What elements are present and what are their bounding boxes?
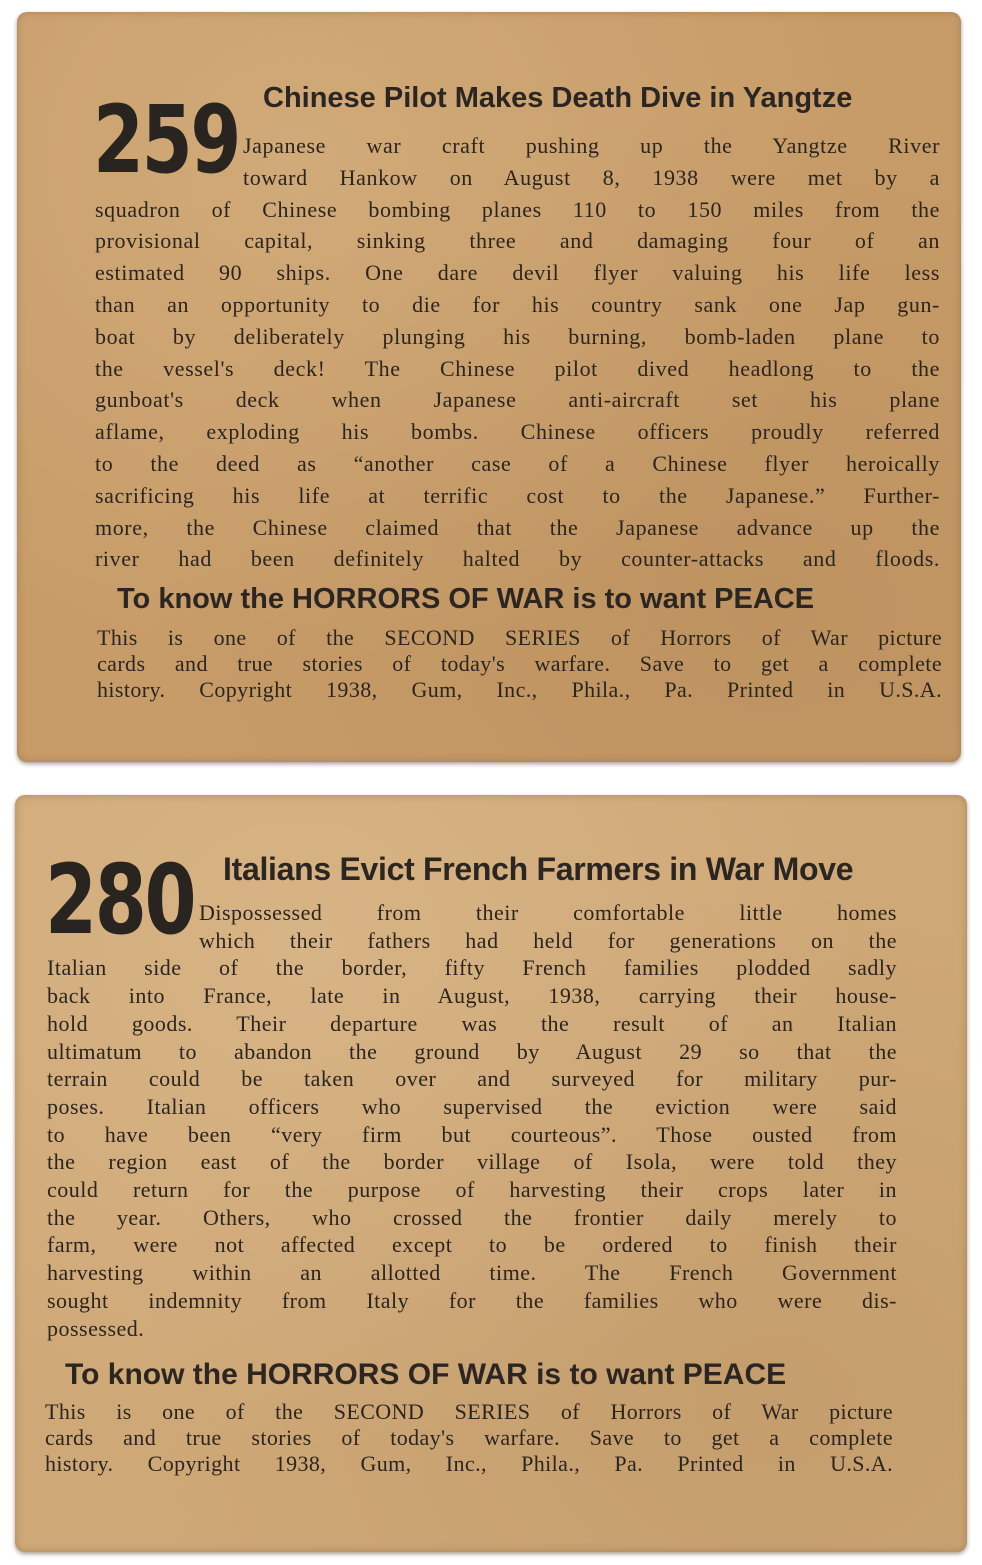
- story-line: than an opportunity to die for his country sank one Jap gun-: [95, 291, 940, 317]
- card-title: Chinese Pilot Makes Death Dive in Yangtze: [263, 82, 853, 114]
- story-line: which their fathers had held for generations on the: [199, 927, 897, 953]
- story-line: to the deed as “another case of a Chinese flyer heroically: [95, 450, 940, 476]
- footer-line: cards and true stories of today's warfare. Save to get a complete: [45, 1425, 893, 1450]
- story-line: farm, were not affected except to be ordered to finish their: [47, 1232, 897, 1258]
- story-line: toward Hankow on August 8, 1938 were met by a: [243, 164, 940, 190]
- story-line: Dispossessed from their comfortable little homes: [199, 900, 897, 925]
- story-line: the year. Others, who crossed the frontier daily merely to: [47, 1204, 897, 1230]
- story-line: the region east of the border village of Isola, were told they: [47, 1149, 897, 1175]
- trading-card-280: [15, 795, 967, 1552]
- story-line: to have been “very firm but courteous”. Those ousted from: [47, 1121, 897, 1147]
- card-story: [95, 130, 940, 575]
- story-line: more, the Chinese claimed that the Japanese advance up the: [95, 514, 940, 540]
- story-line: Japanese war craft pushing up the Yangtze River: [243, 133, 940, 158]
- footer-line: cards and true stories of today's warfare. Save to get a complete: [97, 651, 942, 676]
- story-line: boat by deliberately plunging his burning, bomb-laden plane to: [95, 323, 940, 349]
- footer-line: This is one of the SECOND SERIES of Horrors of War picture: [97, 625, 942, 650]
- story-line: poses. Italian officers who supervised the eviction were said: [47, 1093, 897, 1119]
- card-footer: [45, 1399, 893, 1477]
- story-line: Italian side of the border, fifty French families plodded sadly: [47, 955, 897, 981]
- story-line: hold goods. Their departure was the result of an Italian: [47, 1010, 897, 1036]
- story-line: terrain could be taken over and surveyed for military pur-: [47, 1066, 897, 1092]
- story-line: gunboat's deck when Japanese anti-aircraft set his plane: [95, 387, 940, 413]
- story-line: could return for the purpose of harvesting their crops later in: [47, 1177, 897, 1203]
- footer-line: history. Copyright 1938, Gum, Inc., Phila., Pa. Printed in U.S.A.: [45, 1451, 893, 1476]
- story-line: ultimatum to abandon the ground by August 29 so that the: [47, 1038, 897, 1064]
- story-line: sought indemnity from Italy for the families who were dis-: [47, 1287, 897, 1313]
- story-line: the vessel's deck! The Chinese pilot dived headlong to the: [95, 355, 940, 381]
- card-number: 259: [93, 86, 240, 195]
- footer-line: history. Copyright 1938, Gum, Inc., Phila., Pa. Printed in U.S.A.: [97, 677, 942, 702]
- story-line: provisional capital, sinking three and damaging four of an: [95, 228, 940, 254]
- trading-card-259: [17, 12, 961, 762]
- story-line: harvesting within an allotted time. The French Government: [47, 1260, 897, 1286]
- story-line: squadron of Chinese bombing planes 110 to 150 miles from the: [95, 196, 940, 222]
- card-slogan: To know the HORRORS OF WAR is to want PEACE: [65, 1358, 787, 1391]
- story-line: possessed.: [47, 1315, 145, 1341]
- story-line: estimated 90 ships. One dare devil flyer valuing his life less: [95, 260, 940, 286]
- footer-line: This is one of the SECOND SERIES of Horrors of War picture: [45, 1399, 893, 1424]
- card-slogan: To know the HORRORS OF WAR is to want PEACE: [117, 583, 815, 615]
- card-footer: [97, 625, 942, 703]
- story-line: aflame, exploding his bombs. Chinese officers proudly referred: [95, 419, 940, 445]
- card-title: Italians Evict French Farmers in War Move: [223, 851, 854, 887]
- card-number: 280: [45, 844, 195, 956]
- card-story: [47, 899, 897, 1342]
- story-line: river had been definitely halted by counter-attacks and floods.: [95, 546, 940, 572]
- story-line: sacrificing his life at terrific cost to the Japanese.” Further-: [95, 482, 940, 508]
- story-line: back into France, late in August, 1938, carrying their house-: [47, 983, 897, 1009]
